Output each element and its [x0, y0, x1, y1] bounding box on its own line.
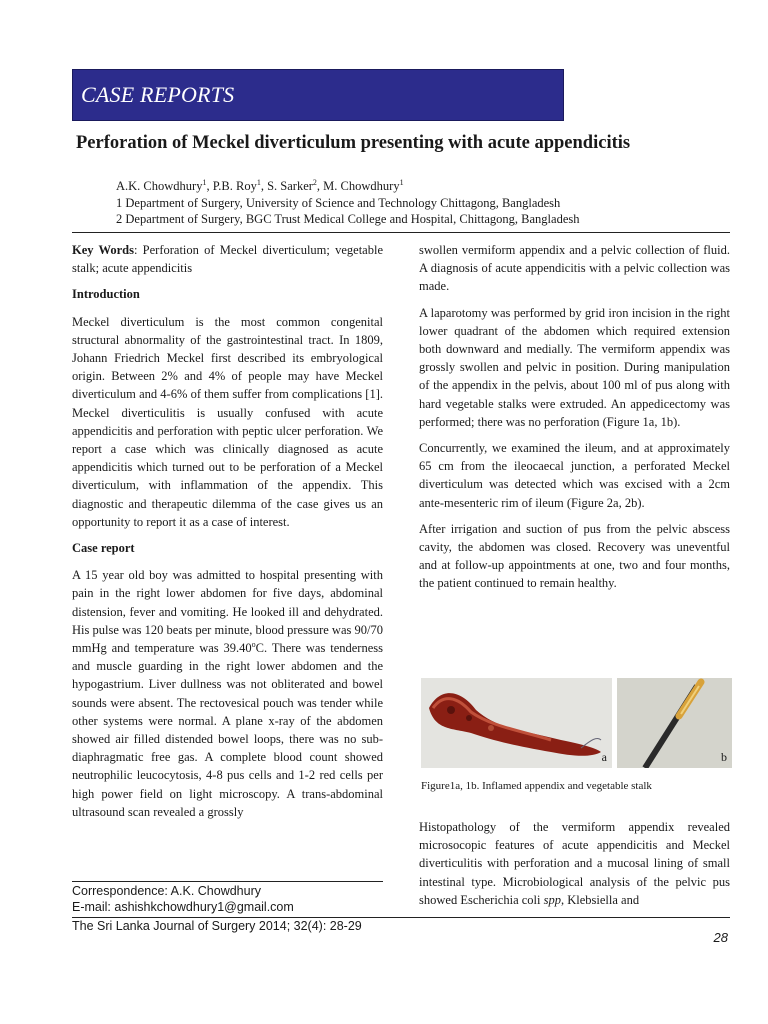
correspondence-block	[72, 883, 294, 915]
correspondence-divider	[72, 881, 383, 882]
correspondence-name: Correspondence: A.K. Chowdhury	[72, 884, 261, 898]
journal-citation: The Sri Lanka Journal of Surgery 2014; 32(4): 28-29	[72, 919, 362, 933]
author-name: S. Sarker	[267, 179, 313, 193]
figure-1b-stalk-photo	[617, 678, 732, 768]
left-column	[72, 241, 383, 829]
case-report-heading: Case report	[72, 541, 135, 556]
introduction-paragraph: Meckel diverticulum is the most common congenital structural abnormality of the gastrointestinal tract. In 1809, Johann Friedrich Meckel first described its embryological origin. Between 2% and 4% of people may have Meckel diverticulum and 4-6% of them suffer from complications [1]. Meckel diverticulitis is usually confused with acute appendicitis and perforation with peptic ulcer perforation. We report a case which was clinically diagnosed as acute appendicitis which turned out to be perforation of a Meckel diverticulum, with inflammation of the appendix. This diagnostic and therapeutic dilemma of the case gives us an opportunity to report it as a case of interest.	[72, 314, 383, 529]
author-affiliation-mark: 2	[312, 177, 317, 187]
figure-1	[421, 678, 732, 768]
affiliation-2: 2 Department of Surgery, BGC Trust Medical College and Hospital, Chittagong, Bangladesh	[116, 212, 580, 226]
case-report-paragraph	[72, 566, 383, 821]
author-name: M. Chowdhury	[323, 179, 400, 193]
right-paragraph-2: A laparotomy was performed by grid iron incision in the right lower quadrant of the abdomen which required extension both downward and medially. The vermiform appendix was grossly swollen and pelvic in position. During manipulation of the appendix in the pelvis, about 100 ml of pus along with hard vegetable stalks were extruded. An appedicectomy was performed; there was no perforation (Figure 1a, 1b).	[419, 305, 730, 429]
header-divider	[72, 232, 730, 233]
section-label: CASE REPORTS	[81, 82, 235, 107]
keywords-text: : Perforation of Meckel diverticulum; vegetable stalk; acute appendicitis	[72, 243, 383, 276]
figure-1a-appendix-photo	[421, 678, 612, 768]
case-text-part-1: A 15 year old boy was admitted to hospital presenting with pain in the right lower abdomen for five days, abdominal distension, fever and vomiting. He looked ill and dehydrated. His pulse was 120 beats per minute, blood pressure was 90/70 mmHg and temperature was 39.40	[72, 568, 383, 656]
degree-mark: o	[251, 639, 256, 649]
vegetable-stalk-illustration	[617, 678, 732, 768]
right-column-lower	[419, 818, 730, 909]
introduction-heading: Introduction	[72, 287, 140, 302]
right-paragraph-5	[419, 818, 730, 909]
author-separator: ,	[260, 179, 268, 193]
right-column	[419, 241, 730, 601]
histopathology-text: Histopathology of the vermiform appendix revealed microsocopic features of acute appendicitis and Meckel diverticulitis with perforation and a mucosal lining of small intestinal type. Microbiological analysis of the pelvic pus showed Escherichia coli	[419, 820, 730, 907]
case-text-part-2: C. There was tenderness and muscle guarding in the right lower abdomen and the hypogastrium. Liver dullness was not obliterated and bowel sounds were absent. The rectovesical pouch was tender while other systems were normal. A plane x-ray of the abdomen showed air filled distended bowel loops, there was no sub-diaphragmatic free gas. A complete blood count showed neutrophilic leucocytosis, 4-8 pus cells and 1-2 red cells per high power field on light microscopy. A trans-abdominal ultrasound scan revealed a grossly	[72, 641, 383, 819]
histopathology-text-end: , Klebsiella and	[560, 892, 640, 907]
figure-1a-label: a	[601, 750, 607, 764]
correspondence-email[interactable]: E-mail: ashishkchowdhury1@gmail.com	[72, 900, 294, 914]
page-number: 28	[713, 930, 728, 945]
author-affiliation-mark: 1	[202, 177, 207, 187]
keywords-label: Key Words	[72, 243, 134, 257]
section-banner	[72, 69, 564, 121]
author-block	[116, 178, 580, 228]
author-name: A.K. Chowdhury	[116, 179, 203, 193]
keywords	[72, 241, 383, 277]
right-paragraph-4: After irrigation and suction of pus from the pelvic abscess cavity, the abdomen was closed. Recovery was uneventful and at follow-up appointments at one, two and four months, the patient continued to remain healthy.	[419, 521, 730, 591]
author-separator: ,	[206, 179, 213, 193]
right-paragraph-1: swollen vermiform appendix and a pelvic collection of fluid. A diagnosis of acute appendicitis with a pelvic collection was made.	[419, 243, 730, 294]
figure-1-caption: Figure1a, 1b. Inflamed appendix and vegetable stalk	[421, 780, 652, 792]
appendix-illustration	[421, 678, 612, 768]
affiliation-1: 1 Department of Surgery, University of Science and Technology Chittagong, Bangladesh	[116, 195, 561, 210]
species-abbrev: spp	[543, 892, 561, 907]
figure-1b-label: b	[721, 750, 727, 764]
footer-divider	[72, 917, 730, 918]
article-title: Perforation of Meckel diverticulum presenting with acute appendicitis	[76, 133, 631, 153]
right-paragraph-3: Concurrently, we examined the ileum, and at approximately 65 cm from the ileocaecal junction, a perforated Meckel diverticulum was detected which was excised with a 2cm ante-mesenteric rim of ileum (Figure 2a, 2b).	[419, 441, 730, 510]
author-separator: ,	[316, 179, 324, 193]
author-list	[116, 178, 580, 195]
author-name: P.B. Roy	[212, 179, 257, 193]
author-affiliation-mark: 1	[399, 177, 404, 187]
author-affiliation-mark: 1	[256, 177, 261, 187]
